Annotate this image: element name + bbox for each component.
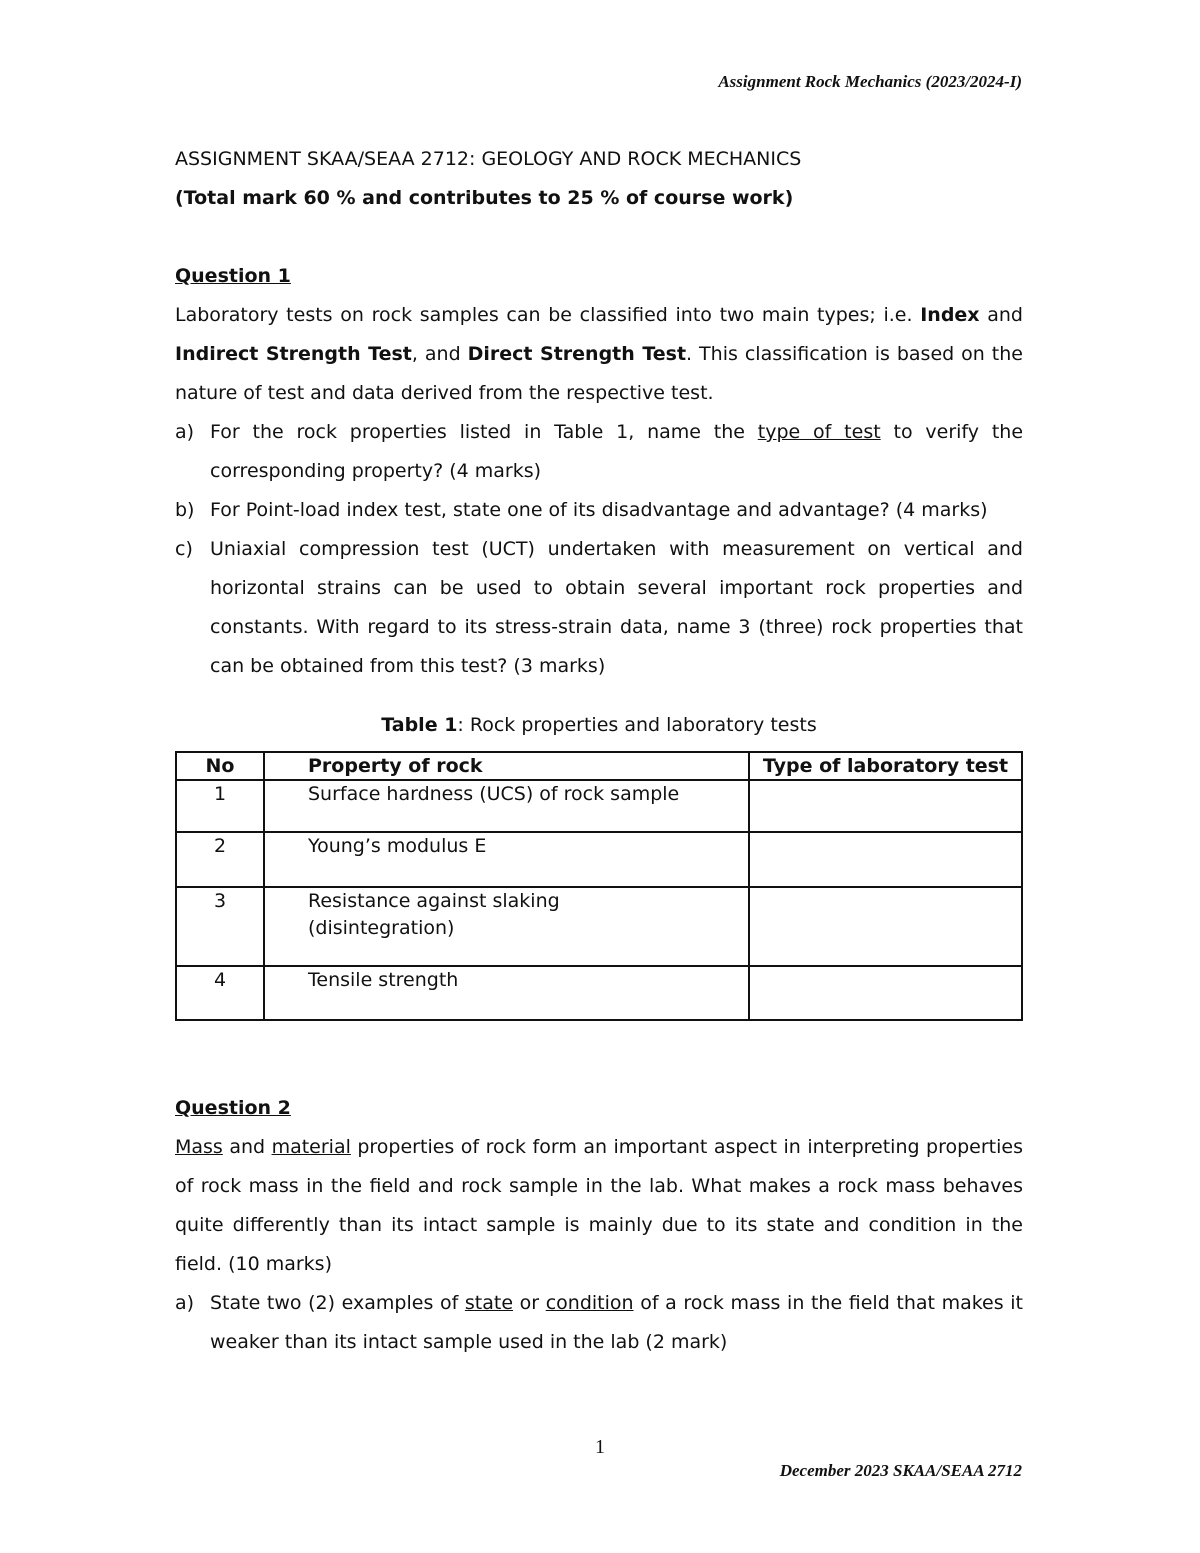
answer-cell[interactable] — [749, 832, 1022, 887]
question-1-intro: Laboratory tests on rock samples can be classified into two main types; i.e. Index and Indirect Strength Test, and Direct Strength Test. This classification is based on the nature of test and data derived from the respective test. — [175, 304, 1023, 404]
question-1c: c) Uniaxial compression test (UCT) undertaken with measurement on vertical and horizontal strains can be used to obtain several important rock properties and constants. With regard to its stress-strain data, name 3 (three) rock properties that can be obtained from this test? (3 marks) — [175, 538, 1023, 677]
question-1-heading: Question 1 — [175, 265, 291, 287]
assignment-subtitle: (Total mark 60 % and contributes to 25 % of course work) — [175, 187, 794, 209]
running-header: Assignment Rock Mechanics (2023/2024-I) — [718, 72, 1022, 91]
question-2-heading: Question 2 — [175, 1097, 291, 1119]
header-type: Type of laboratory test — [749, 752, 1022, 780]
table-row: 4 Tensile strength — [176, 966, 1022, 1020]
question-1b: b) For Point-load index test, state one of its disadvantage and advantage? (4 marks) — [175, 499, 988, 521]
answer-cell[interactable] — [749, 966, 1022, 1020]
table-row: 3 Resistance against slaking (disintegration) — [176, 887, 1022, 966]
assignment-title: ASSIGNMENT SKAA/SEAA 2712: GEOLOGY AND ROCK MECHANICS — [175, 148, 802, 170]
running-footer: December 2023 SKAA/SEAA 2712 — [779, 1461, 1022, 1480]
table-header-row — [176, 752, 1022, 780]
page-content — [175, 140, 1023, 1362]
page-number: 1 — [595, 1436, 605, 1458]
question-2-intro: Mass and material properties of rock form an important aspect in interpreting properties of rock mass in the field and rock sample in the lab. What makes a rock mass behaves quite differently than its intact sample is mainly due to its state and condition in the field. (10 marks) — [175, 1136, 1024, 1275]
question-1a: a) For the rock properties listed in Table 1, name the type of test to verify the corresponding property? (4 marks) — [175, 421, 1024, 482]
header-property: Property of rock — [264, 752, 749, 780]
table-1-caption: Table 1: Rock properties and laboratory tests — [381, 714, 817, 736]
table-row: 1 Surface hardness (UCS) of rock sample — [176, 780, 1022, 832]
rock-properties-table — [175, 751, 1023, 1021]
header-no: No — [176, 752, 264, 780]
question-2a: a) State two (2) examples of state or condition of a rock mass in the field that makes it weaker than its intact sample used in the lab (2 mark) — [175, 1292, 1023, 1353]
answer-cell[interactable] — [749, 887, 1022, 966]
answer-cell[interactable] — [749, 780, 1022, 832]
table-row: 2 Young’s modulus E — [176, 832, 1022, 887]
